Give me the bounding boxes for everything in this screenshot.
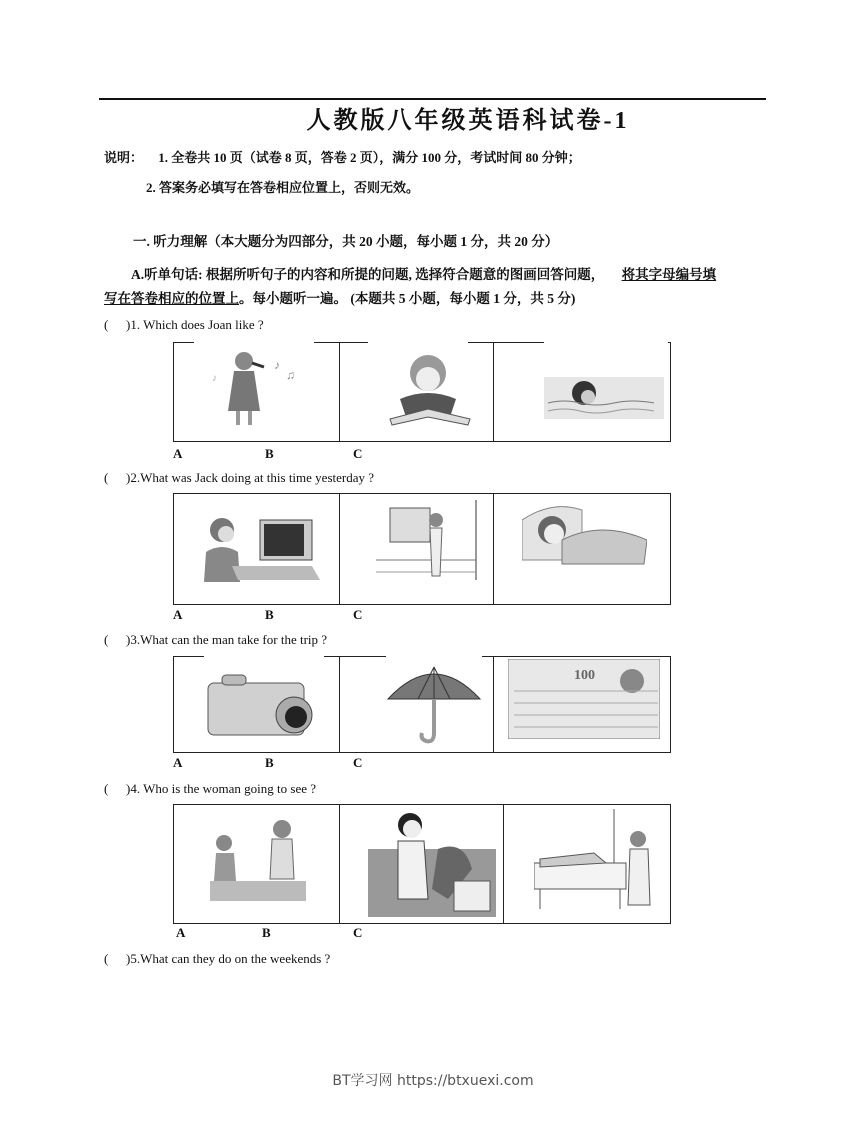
picture-option-b bbox=[340, 494, 494, 604]
svg-text:♪: ♪ bbox=[274, 358, 280, 372]
part-a-line-1 bbox=[131, 263, 716, 283]
instructions-line-1 bbox=[104, 147, 581, 166]
instructions-label: 说明： bbox=[104, 150, 144, 165]
picture-grid-q4 bbox=[173, 804, 671, 924]
boy-shower-image bbox=[376, 500, 486, 590]
part-a-underlined-1: 将其字母编号填 bbox=[621, 267, 717, 282]
part-a-line-2 bbox=[104, 287, 575, 307]
answer-blank[interactable]: ( bbox=[104, 951, 109, 966]
instructions-text-1: 1. 全卷共 10 页（试卷 8 页，答卷 2 页），满分 100 分，考试时间 80 分钟； bbox=[158, 150, 581, 165]
answer-blank[interactable]: ( bbox=[104, 632, 109, 647]
picture-option-b bbox=[340, 657, 494, 752]
question-3 bbox=[104, 632, 327, 648]
picture-option-c bbox=[494, 343, 670, 441]
picture-grid-q3 bbox=[173, 656, 671, 753]
question-text: )3.What can the man take for the trip ? bbox=[126, 632, 328, 647]
question-2 bbox=[104, 470, 374, 486]
part-a-tail: 。每小题听一遍。 (本题共 5 小题，每小题 1 分，共 5 分) bbox=[239, 291, 576, 306]
girl-singing-image bbox=[204, 347, 314, 437]
part-a-lead: A.听单句话: 根据所听句子的内容和所提的问题, 选择符合题意的图画回答问题， bbox=[131, 267, 605, 282]
svg-text:♫: ♫ bbox=[286, 368, 295, 382]
page-title: 人教版八年级英语科试卷-1 bbox=[306, 108, 630, 134]
footer-watermark: BT学习网 https://btxuexi.com bbox=[332, 1073, 534, 1089]
question-1 bbox=[104, 317, 264, 333]
girl-swimming-image bbox=[544, 373, 664, 423]
question-5 bbox=[104, 951, 330, 967]
banknotes-image bbox=[508, 659, 660, 739]
question-4 bbox=[104, 781, 316, 797]
camera-image bbox=[204, 669, 319, 739]
section-heading-listening: 一. 听力理解（本大题分为四部分，共 20 小题，每小题 1 分，共 20 分） bbox=[133, 234, 559, 249]
svg-text:100: 100 bbox=[574, 668, 595, 683]
question-text: )1. Which does Joan like ? bbox=[126, 317, 264, 332]
picture-grid-q1 bbox=[173, 342, 671, 442]
boy-sleeping-image bbox=[522, 500, 647, 570]
answer-blank[interactable]: ( bbox=[104, 470, 109, 485]
picture-option-c bbox=[504, 805, 670, 923]
picture-option-a bbox=[174, 657, 340, 752]
nurse-patient-image bbox=[534, 809, 664, 917]
instructions-line-2: 2. 答案务必填写在答卷相应位置上，否则无效。 bbox=[146, 180, 420, 195]
answer-blank[interactable]: ( bbox=[104, 781, 109, 796]
question-text: )5.What can they do on the weekends ? bbox=[126, 951, 331, 966]
question-text: )2.What was Jack doing at this time yesterday ? bbox=[126, 470, 375, 485]
picture-option-c bbox=[494, 494, 670, 604]
picture-option-b bbox=[340, 343, 494, 441]
picture-grid-q2 bbox=[173, 493, 671, 605]
boy-computer-image bbox=[202, 512, 322, 582]
doctor-with-boy-image bbox=[210, 815, 306, 905]
umbrella-image bbox=[384, 663, 484, 745]
answer-blank[interactable]: ( bbox=[104, 317, 109, 332]
picture-option-a bbox=[174, 805, 340, 923]
girl-reading-image bbox=[380, 347, 490, 437]
part-a-underlined-2: 写在答卷相应的位置上 bbox=[104, 291, 239, 306]
question-text: )4. Who is the woman going to see ? bbox=[126, 781, 317, 796]
picture-option-b bbox=[340, 805, 504, 923]
picture-option-a bbox=[174, 343, 340, 441]
dentist-image bbox=[368, 809, 496, 917]
svg-text:♪: ♪ bbox=[212, 373, 217, 384]
picture-option-a bbox=[174, 494, 340, 604]
picture-option-c bbox=[494, 657, 670, 752]
